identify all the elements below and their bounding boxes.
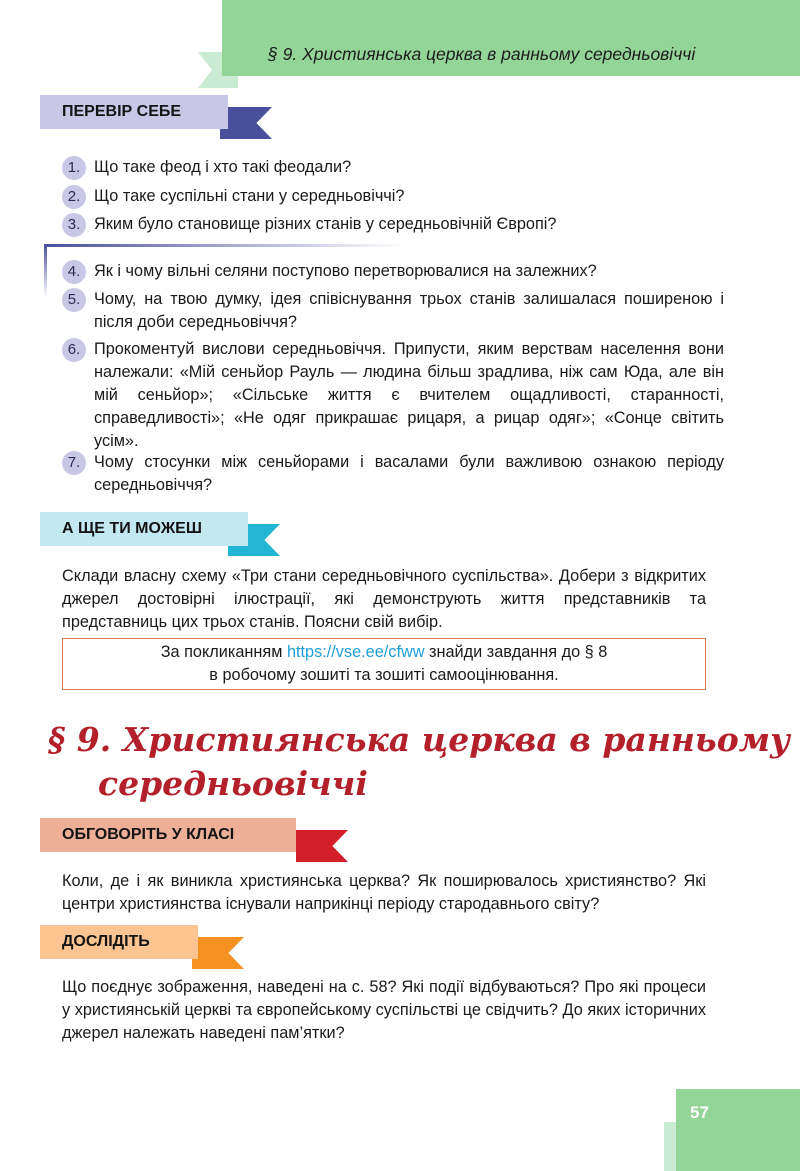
page-number: 57 bbox=[690, 1103, 709, 1122]
discuss-paragraph: Коли, де і як виникла християнська церква? Як поширювалось християнство? Які центри християнства існували наприкінці періоду стародавнього світу? bbox=[62, 872, 706, 913]
question-text: Прокоментуй вислови середньовіччя. Припусти, яким верствам населення вони належали: «Мій сеньйор Рауль — людина більш зрадлива, ніж сам Юда, але він мій сеньйор»; «Сільське життя є вчителем ощадливості, старанності, справедливості»; «Не одяг прикрашає рицаря, а рицар одяг»; «Сонце світить усім». bbox=[94, 340, 724, 450]
task-link[interactable]: https://vse.ee/cfww bbox=[286, 643, 425, 661]
label-text: А ЩЕ ТИ МОЖЕШ bbox=[62, 520, 202, 537]
question-text: Яким було становище різних станів у середньовічній Європі? bbox=[94, 215, 557, 233]
section-label-discuss bbox=[40, 818, 340, 852]
label-ribbon-tail bbox=[192, 937, 244, 969]
online-task-line: в робочому зошиті та зошиті самооцінювання. bbox=[209, 666, 559, 684]
question-number: 6. bbox=[62, 338, 86, 362]
research-paragraph: Що поєднує зображення, наведені на с. 58? Які події відбуваються? Про які процеси у християнській церкві та європейському суспільстві це свідчить? До яких історичних джерел належать наведені пам’ятки? bbox=[62, 978, 706, 1042]
page-tab-decoration bbox=[664, 1122, 676, 1171]
running-header-title: § 9. Християнська церква в ранньому середньовіччі bbox=[268, 44, 696, 64]
label-ribbon-tail bbox=[296, 830, 348, 862]
chapter-title-line-2: середньовіччі bbox=[98, 764, 368, 803]
task-paragraph: Склади власну схему «Три стани середньовічного суспільства». Добери з відкритих джерел достовірні ілюстрації, які демонструють життя представників та представниць цих трьох станів. Поясни свій вибір. bbox=[62, 567, 706, 631]
section-label-you-can-also bbox=[40, 512, 280, 546]
label-text: ДОСЛІДІТЬ bbox=[62, 933, 150, 950]
question-text: Що таке феод і хто такі феодали? bbox=[94, 158, 352, 176]
online-task-line bbox=[63, 641, 705, 664]
online-task-box bbox=[62, 638, 706, 690]
question-number: 1. bbox=[62, 156, 86, 180]
section-label-check-yourself bbox=[40, 95, 270, 129]
online-task-text: За покликанням bbox=[160, 643, 287, 661]
question-text: Чому, на твою думку, ідея співіснування трьох станів залишалася поширеною і після доби середньовіччя? bbox=[94, 290, 724, 331]
online-task-text: знайди завдання до § 8 bbox=[424, 643, 608, 661]
question-number: 2. bbox=[62, 185, 86, 209]
question-number: 3. bbox=[62, 213, 86, 237]
question-text: Чому стосунки між сеньйорами і васалами були важливою ознакою періоду середньовіччя? bbox=[94, 453, 724, 494]
question-number: 7. bbox=[62, 451, 86, 475]
question-number: 5. bbox=[62, 288, 86, 312]
page-number-tab bbox=[676, 1089, 800, 1171]
difficulty-divider-vertical bbox=[44, 244, 47, 298]
label-text: ОБГОВОРІТЬ У КЛАСІ bbox=[62, 826, 235, 843]
label-text: ПЕРЕВІР СЕБЕ bbox=[62, 103, 182, 120]
question-text: Як і чому вільні селяни поступово перетворювалися на залежних? bbox=[94, 262, 597, 280]
question-text: Що таке суспільні стани у середньовіччі? bbox=[94, 187, 405, 205]
question-number: 4. bbox=[62, 260, 86, 284]
chapter-title-line-1: § 9. Християнська церква в ранньому bbox=[48, 720, 790, 759]
difficulty-divider bbox=[44, 244, 404, 247]
section-label-research bbox=[40, 925, 230, 959]
